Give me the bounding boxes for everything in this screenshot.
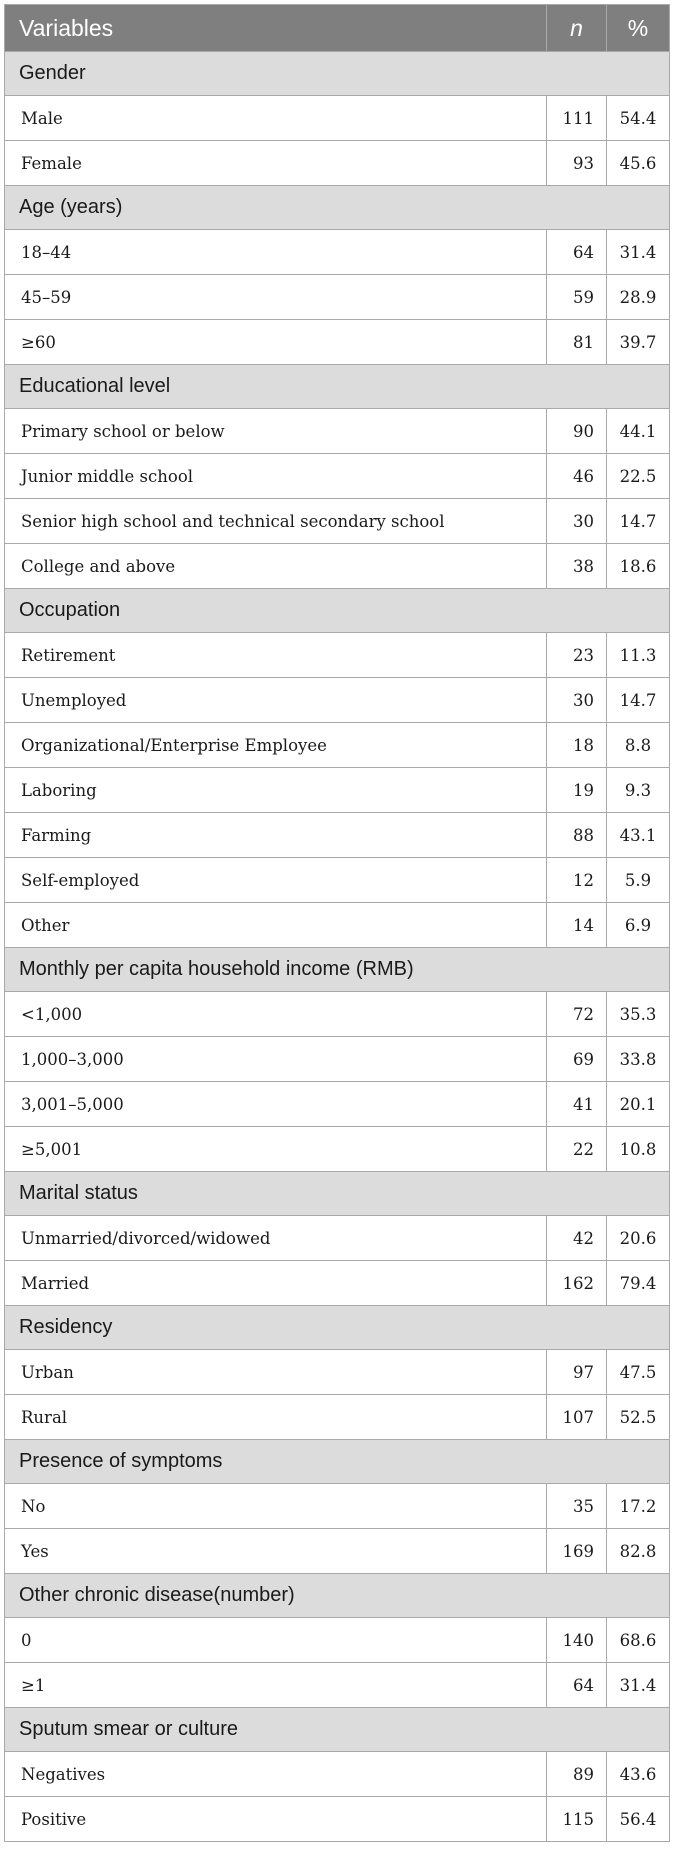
row-count: 22 [547,1127,607,1172]
table-row [5,454,670,499]
row-percent: 47.5 [607,1350,670,1395]
row-percent: 33.8 [607,1037,670,1082]
row-count: 72 [547,992,607,1037]
table-row [5,723,670,768]
row-count: 35 [547,1484,607,1529]
table-row [5,1797,670,1842]
row-count: 64 [547,1663,607,1708]
section-header-row [5,52,670,96]
section-title: Presence of symptoms [5,1440,670,1484]
row-count: 88 [547,813,607,858]
table-row [5,1618,670,1663]
row-percent: 52.5 [607,1395,670,1440]
row-percent: 68.6 [607,1618,670,1663]
row-label: No [5,1484,547,1529]
row-label: ≥5,001 [5,1127,547,1172]
row-count: 90 [547,409,607,454]
row-percent: 54.4 [607,96,670,141]
row-label: Farming [5,813,547,858]
table-row [5,1082,670,1127]
row-label: Senior high school and technical secondary school [5,499,547,544]
row-count: 81 [547,320,607,365]
row-label: Urban [5,1350,547,1395]
table-row [5,320,670,365]
header-row [5,5,670,52]
table-row [5,1395,670,1440]
table-row [5,1261,670,1306]
table-row [5,409,670,454]
row-label: ≥60 [5,320,547,365]
row-percent: 43.6 [607,1752,670,1797]
table-row [5,1127,670,1172]
row-label: <1,000 [5,992,547,1037]
row-percent: 18.6 [607,544,670,589]
section-title: Marital status [5,1172,670,1216]
header-percent: % [607,5,670,52]
row-percent: 44.1 [607,409,670,454]
row-label: College and above [5,544,547,589]
table-row [5,1663,670,1708]
section-header-row [5,1306,670,1350]
table-row [5,544,670,589]
row-label: Other [5,903,547,948]
row-count: 14 [547,903,607,948]
row-percent: 56.4 [607,1797,670,1842]
table-row [5,678,670,723]
row-label: Self-employed [5,858,547,903]
row-count: 18 [547,723,607,768]
row-label: Junior middle school [5,454,547,499]
row-label: 45–59 [5,275,547,320]
row-count: 69 [547,1037,607,1082]
table-row [5,499,670,544]
row-count: 64 [547,230,607,275]
row-label: Positive [5,1797,547,1842]
row-percent: 31.4 [607,230,670,275]
demographics-table [4,4,670,1842]
row-label: Primary school or below [5,409,547,454]
row-percent: 10.8 [607,1127,670,1172]
row-count: 59 [547,275,607,320]
row-label: Retirement [5,633,547,678]
row-percent: 28.9 [607,275,670,320]
row-label: Unemployed [5,678,547,723]
row-percent: 20.6 [607,1216,670,1261]
row-percent: 79.4 [607,1261,670,1306]
row-count: 107 [547,1395,607,1440]
table-row [5,275,670,320]
row-count: 89 [547,1752,607,1797]
row-percent: 5.9 [607,858,670,903]
section-header-row [5,365,670,409]
table-row [5,1350,670,1395]
row-percent: 22.5 [607,454,670,499]
table-row [5,1216,670,1261]
section-header-row [5,1574,670,1618]
row-count: 41 [547,1082,607,1127]
row-percent: 43.1 [607,813,670,858]
table-row [5,1484,670,1529]
section-title: Educational level [5,365,670,409]
section-title: Gender [5,52,670,96]
row-count: 111 [547,96,607,141]
row-percent: 31.4 [607,1663,670,1708]
table-row [5,903,670,948]
table-row [5,1037,670,1082]
section-header-row [5,948,670,992]
row-percent: 14.7 [607,499,670,544]
section-header-row [5,1440,670,1484]
section-header-row [5,1708,670,1752]
table-row [5,633,670,678]
row-label: Laboring [5,768,547,813]
row-count: 30 [547,678,607,723]
row-label: Unmarried/divorced/widowed [5,1216,547,1261]
row-count: 169 [547,1529,607,1574]
row-percent: 14.7 [607,678,670,723]
row-count: 38 [547,544,607,589]
table-row [5,1529,670,1574]
row-count: 12 [547,858,607,903]
section-title: Sputum smear or culture [5,1708,670,1752]
row-count: 97 [547,1350,607,1395]
row-label: Yes [5,1529,547,1574]
section-header-row [5,186,670,230]
table-row [5,141,670,186]
row-label: Male [5,96,547,141]
row-percent: 17.2 [607,1484,670,1529]
table-row [5,768,670,813]
table-row [5,813,670,858]
row-label: 3,001–5,000 [5,1082,547,1127]
section-title: Monthly per capita household income (RMB) [5,948,670,992]
row-percent: 45.6 [607,141,670,186]
row-percent: 35.3 [607,992,670,1037]
row-percent: 9.3 [607,768,670,813]
row-percent: 11.3 [607,633,670,678]
section-header-row [5,589,670,633]
row-count: 46 [547,454,607,499]
section-header-row [5,1172,670,1216]
row-label: 18–44 [5,230,547,275]
row-percent: 6.9 [607,903,670,948]
row-label: Organizational/Enterprise Employee [5,723,547,768]
header-n: n [547,5,607,52]
row-count: 162 [547,1261,607,1306]
section-title: Occupation [5,589,670,633]
row-percent: 8.8 [607,723,670,768]
table-row [5,858,670,903]
row-label: 1,000–3,000 [5,1037,547,1082]
section-title: Other chronic disease(number) [5,1574,670,1618]
header-variables: Variables [5,5,547,52]
table-body [5,52,670,1842]
section-title: Age (years) [5,186,670,230]
row-count: 115 [547,1797,607,1842]
row-label: ≥1 [5,1663,547,1708]
row-count: 42 [547,1216,607,1261]
row-count: 23 [547,633,607,678]
row-label: Rural [5,1395,547,1440]
row-percent: 82.8 [607,1529,670,1574]
table-row [5,1752,670,1797]
row-label: Female [5,141,547,186]
row-count: 30 [547,499,607,544]
row-count: 93 [547,141,607,186]
row-percent: 39.7 [607,320,670,365]
row-percent: 20.1 [607,1082,670,1127]
row-count: 140 [547,1618,607,1663]
row-label: Negatives [5,1752,547,1797]
row-count: 19 [547,768,607,813]
table-row [5,992,670,1037]
row-label: Married [5,1261,547,1306]
table-row [5,96,670,141]
row-label: 0 [5,1618,547,1663]
table-row [5,230,670,275]
section-title: Residency [5,1306,670,1350]
